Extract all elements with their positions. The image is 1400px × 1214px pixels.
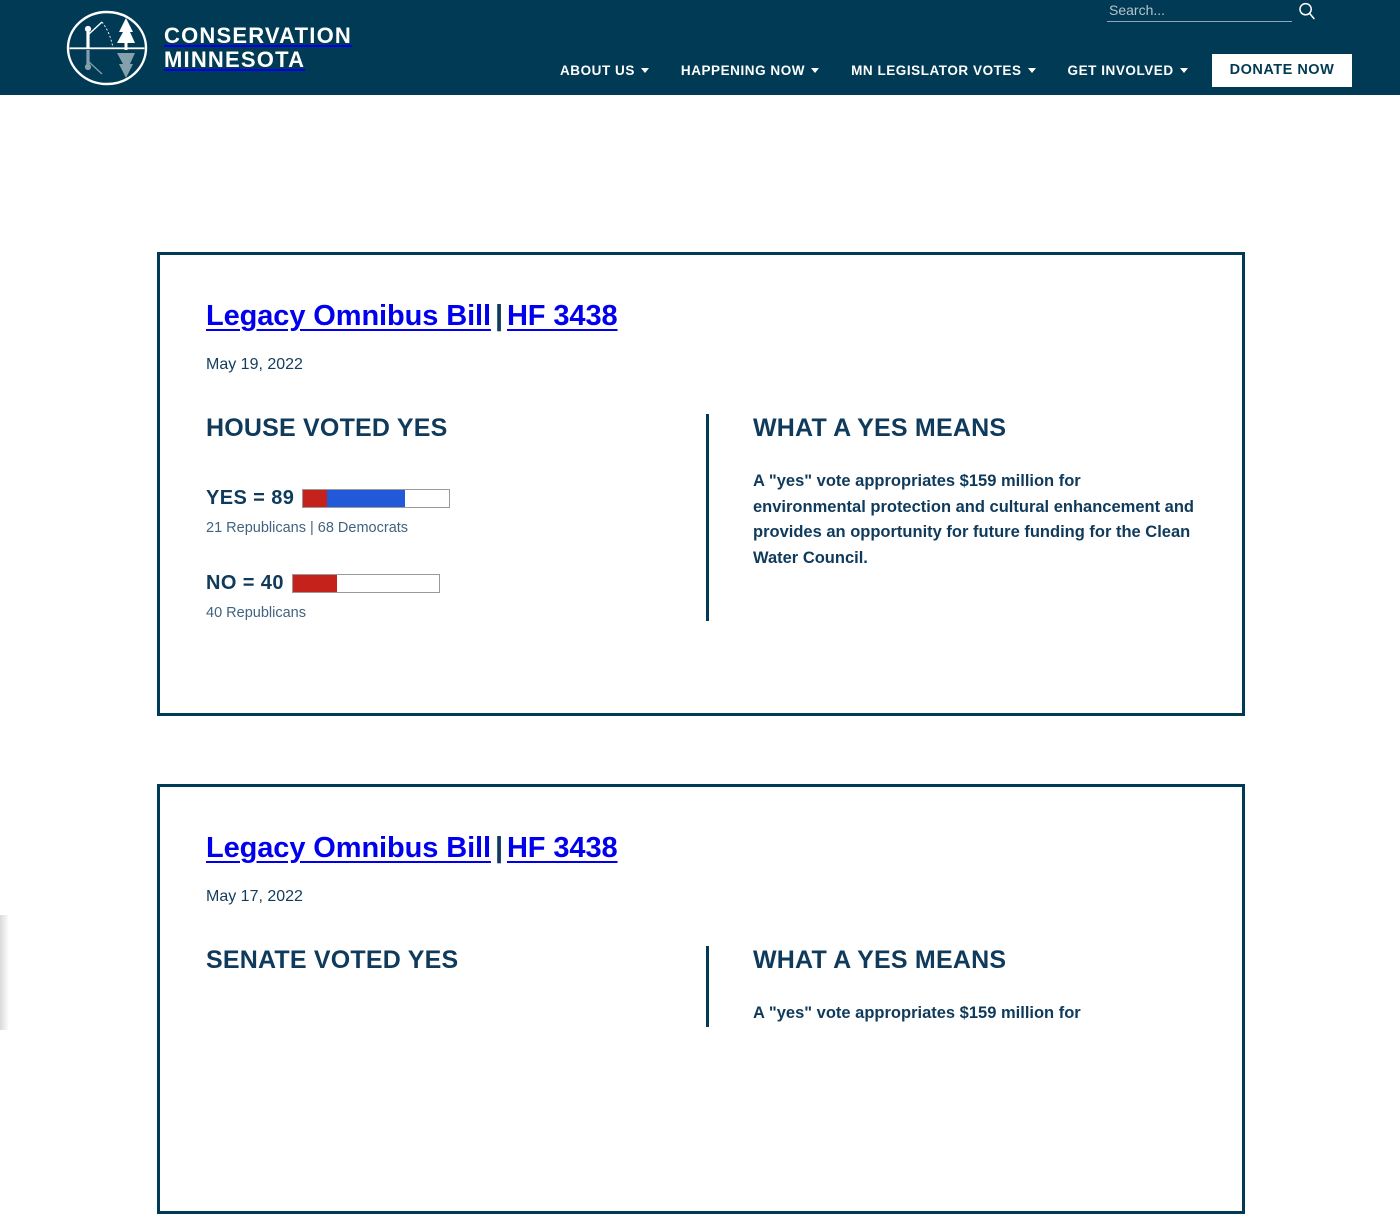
main-navigation (560, 54, 1352, 87)
search-icon[interactable] (1298, 1, 1316, 21)
chevron-down-icon (811, 68, 819, 73)
card-columns (206, 414, 1196, 621)
vote-results-column (206, 946, 706, 1027)
bar-segment-democrats (327, 490, 405, 507)
card-columns (206, 946, 1196, 1027)
what-a-yes-means-heading: WHAT A YES MEANS (753, 413, 1007, 442)
bill-title-separator: | (494, 832, 503, 864)
scrollbar-edge-shadow (0, 915, 9, 1030)
bill-number-link[interactable]: HF 3438 (506, 300, 618, 332)
site-logo-link[interactable] (66, 10, 352, 86)
bar-segment-republicans (293, 575, 337, 592)
what-a-yes-means-column (706, 946, 1196, 1027)
bill-date: May 19, 2022 (206, 355, 303, 373)
brand-wordmark (164, 24, 352, 72)
donate-now-button[interactable]: DONATE NOW (1212, 54, 1353, 87)
nav-item-label: ABOUT US (560, 62, 635, 78)
vote-card (157, 252, 1245, 716)
vote-bar-no (292, 574, 440, 593)
what-a-yes-means-heading: WHAT A YES MEANS (753, 945, 1007, 974)
vote-breakdown-text: 40 Republicans (206, 604, 306, 621)
bill-number-link[interactable]: HF 3438 (506, 832, 618, 864)
bill-title-link[interactable]: Legacy Omnibus Bill (206, 300, 491, 332)
fishing-scene-circle-logo-icon (66, 10, 148, 86)
nav-item-label: GET INVOLVED (1067, 62, 1174, 78)
vote-bar-yes (302, 489, 450, 508)
chamber-result-heading: HOUSE VOTED YES (206, 413, 448, 442)
nav-item-label: MN LEGISLATOR VOTES (851, 62, 1022, 78)
chevron-down-icon (641, 68, 649, 73)
vote-count-label: NO = 40 (206, 571, 284, 594)
bill-title-separator: | (494, 300, 503, 332)
bill-date: May 17, 2022 (206, 887, 303, 905)
what-a-yes-means-text: A "yes" vote appropriates $159 million for (753, 1003, 1081, 1022)
nav-item-happening-now[interactable] (681, 56, 819, 85)
brand-line-2: MINNESOTA (164, 47, 306, 72)
search-area (1107, 0, 1316, 22)
vote-results-column (206, 414, 706, 621)
vote-card (157, 784, 1245, 1214)
vote-row-no (206, 572, 706, 595)
nav-item-mn-legislator-votes[interactable] (851, 56, 1035, 85)
bill-title (206, 299, 618, 334)
vote-row-yes (206, 487, 706, 510)
brand-line-1: CONSERVATION (164, 23, 352, 49)
nav-item-get-involved[interactable] (1068, 56, 1188, 85)
chamber-result-heading: SENATE VOTED YES (206, 945, 459, 974)
chevron-down-icon (1180, 68, 1188, 73)
site-header (0, 0, 1400, 95)
what-a-yes-means-column (706, 414, 1196, 621)
vote-breakdown-text: 21 Republicans | 68 Democrats (206, 519, 409, 536)
bar-segment-republicans (303, 490, 327, 507)
bill-title-link[interactable]: Legacy Omnibus Bill (206, 832, 491, 864)
vote-count-label: YES = 89 (206, 486, 295, 509)
search-input[interactable] (1107, 0, 1292, 22)
nav-item-label: HAPPENING NOW (680, 62, 806, 78)
nav-item-about-us[interactable] (560, 56, 649, 85)
bill-title (206, 831, 618, 866)
what-a-yes-means-text: A "yes" vote appropriates $159 million for environmental protection and cultural enhancement and provides an opportunity for future funding for the Clean Water Council. (753, 471, 1194, 567)
chevron-down-icon (1028, 68, 1036, 73)
